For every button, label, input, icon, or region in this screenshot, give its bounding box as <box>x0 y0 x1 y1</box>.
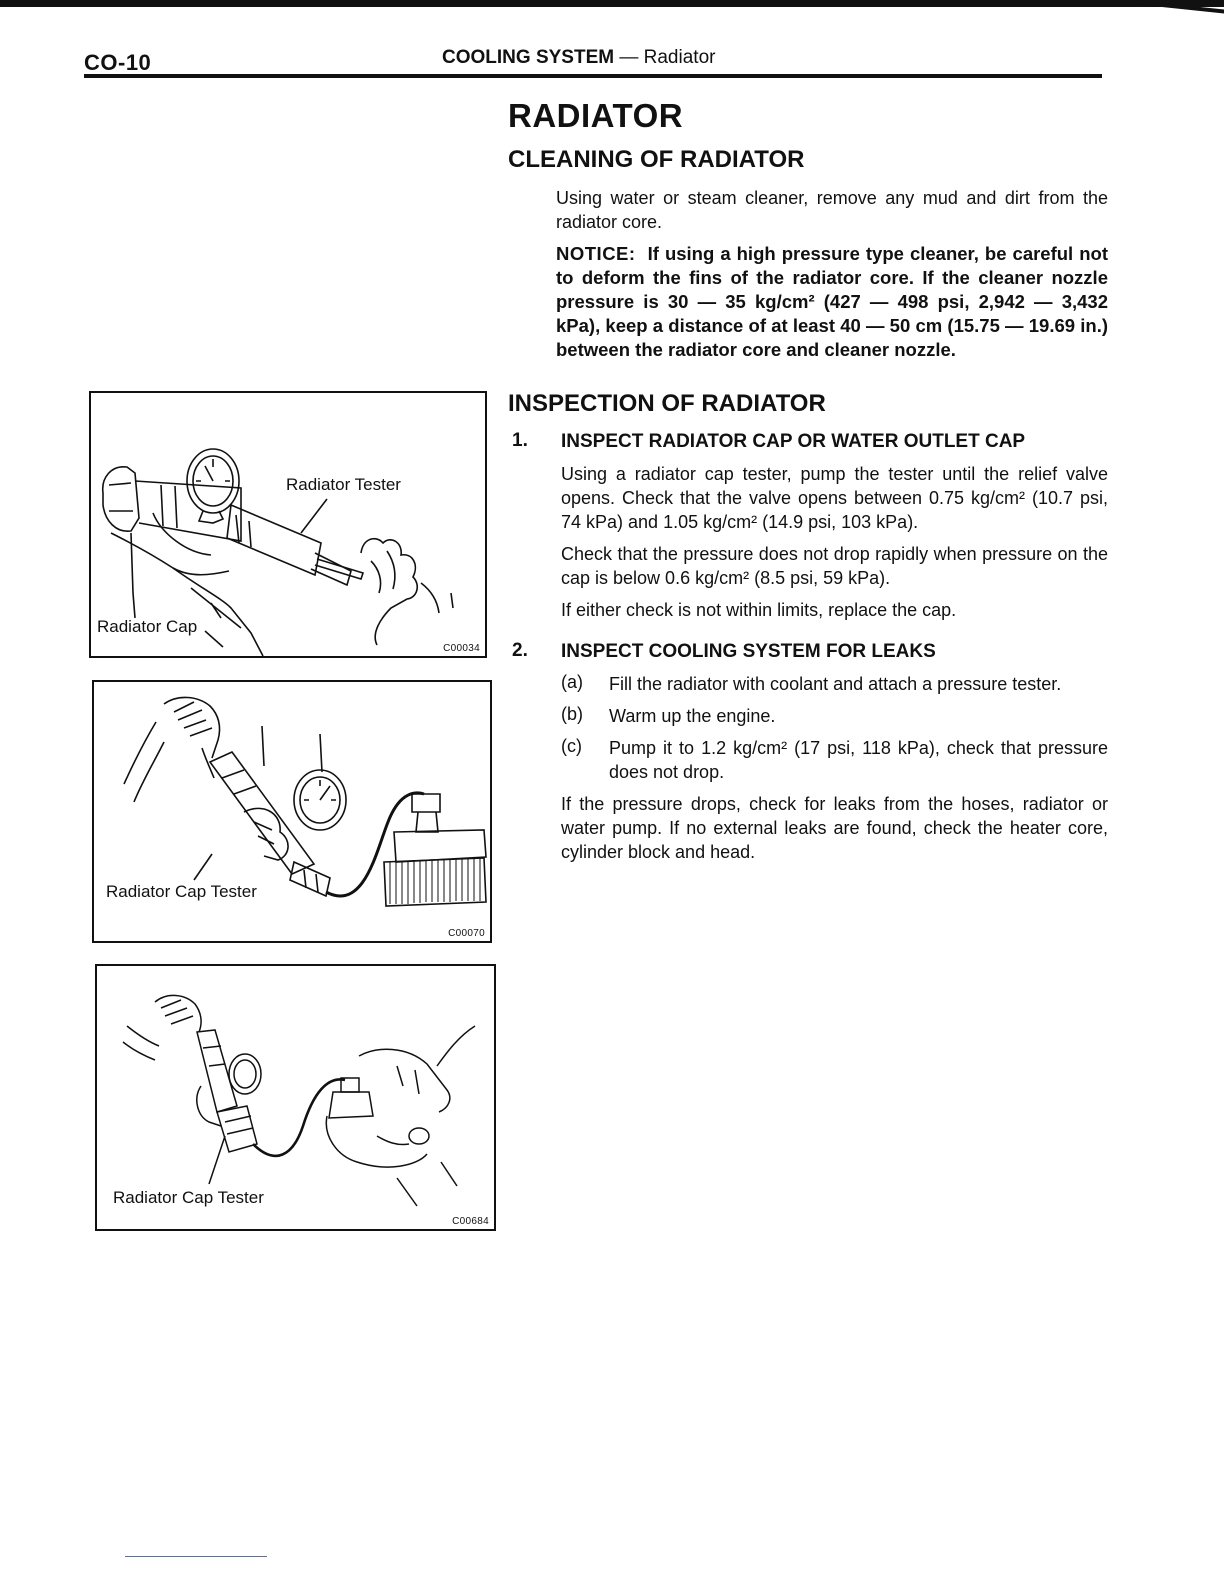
notice-text: If using a high pressure type cleaner, be careful not to deform the fins of the radiator core. If the cleaner nozzle pressure is 30 — 35 kg/cm² (427 — 498 psi, 2,942 — 3,432 kPa), keep a distance of at least 40 — 50 cm (15.75 — 19.69 in.) between the radiator core and cleaner nozzle. <box>556 243 1108 360</box>
step-number: 1. <box>512 430 528 451</box>
heading-cleaning: CLEANING OF RADIATOR <box>508 146 805 173</box>
figure-radiator-tester <box>89 391 487 658</box>
substep-label: (b) <box>561 704 583 724</box>
page-header <box>84 44 1102 78</box>
figure-code: C00684 <box>452 1216 489 1227</box>
running-head-subsection: Radiator <box>643 47 716 68</box>
label-radiator-tester: Radiator Tester <box>286 475 401 494</box>
substep-text: Fill the radiator with coolant and attach a pressure tester. <box>609 674 1062 694</box>
step1-para-1: Using a radiator cap tester, pump the tester until the relief valve opens. Check that the valve opens between 0.75 kg/cm² (10.7 psi, 74 kPa) and 1.05 kg/cm² (14.9 psi, 103 kPa). <box>561 464 1108 532</box>
page-title: RADIATOR <box>508 97 684 134</box>
step-title: INSPECT COOLING SYSTEM FOR LEAKS <box>561 641 936 662</box>
step-number: 2. <box>512 640 528 661</box>
substep-b <box>561 704 1108 728</box>
main-content <box>508 98 1108 864</box>
running-head-section: COOLING SYSTEM <box>442 47 615 68</box>
step-1 <box>508 430 1108 622</box>
cleaning-notice <box>556 242 1108 362</box>
label-radiator-cap: Radiator Cap <box>97 617 198 636</box>
figure-radiator-cap-tester-1 <box>92 680 492 943</box>
substep-text: Warm up the engine. <box>609 706 776 726</box>
step2-para-after: If the pressure drops, check for leaks from the hoses, radiator or water pump. If no external leaks are found, check the heater core, cylinder block and head. <box>561 794 1108 862</box>
footer-rule <box>125 1556 267 1557</box>
radiator-cap-tester-illustration-1 <box>94 682 490 941</box>
running-head <box>442 47 715 69</box>
step1-para-3: If either check is not within limits, replace the cap. <box>561 600 957 620</box>
notice-label: NOTICE: <box>556 243 636 264</box>
figure-code: C00070 <box>448 928 485 939</box>
step-2 <box>508 640 1108 864</box>
figure-radiator-cap-tester-2 <box>95 964 496 1231</box>
substep-text: Pump it to 1.2 kg/cm² (17 psi, 118 kPa), check that pressure does not drop. <box>609 738 1108 782</box>
step-title: INSPECT RADIATOR CAP OR WATER OUTLET CAP <box>561 431 1026 452</box>
running-head-separator: — <box>619 47 639 68</box>
substep-label: (a) <box>561 672 583 692</box>
substep-a <box>561 672 1108 696</box>
label-radiator-cap-tester: Radiator Cap Tester <box>106 882 257 901</box>
figure-code: C00034 <box>443 643 480 654</box>
cleaning-intro: Using water or steam cleaner, remove any mud and dirt from the radiator core. <box>556 188 1108 232</box>
heading-inspection: INSPECTION OF RADIATOR <box>508 390 826 417</box>
substep-c <box>561 736 1108 784</box>
top-border-rule <box>0 0 1224 7</box>
step1-para-2: Check that the pressure does not drop rapidly when pressure on the cap is below 0.6 kg/cm² (8.5 psi, 59 kPa). <box>561 544 1108 588</box>
label-radiator-cap-tester: Radiator Cap Tester <box>113 1188 264 1207</box>
substep-label: (c) <box>561 736 582 756</box>
page-number: CO-10 <box>84 50 152 75</box>
